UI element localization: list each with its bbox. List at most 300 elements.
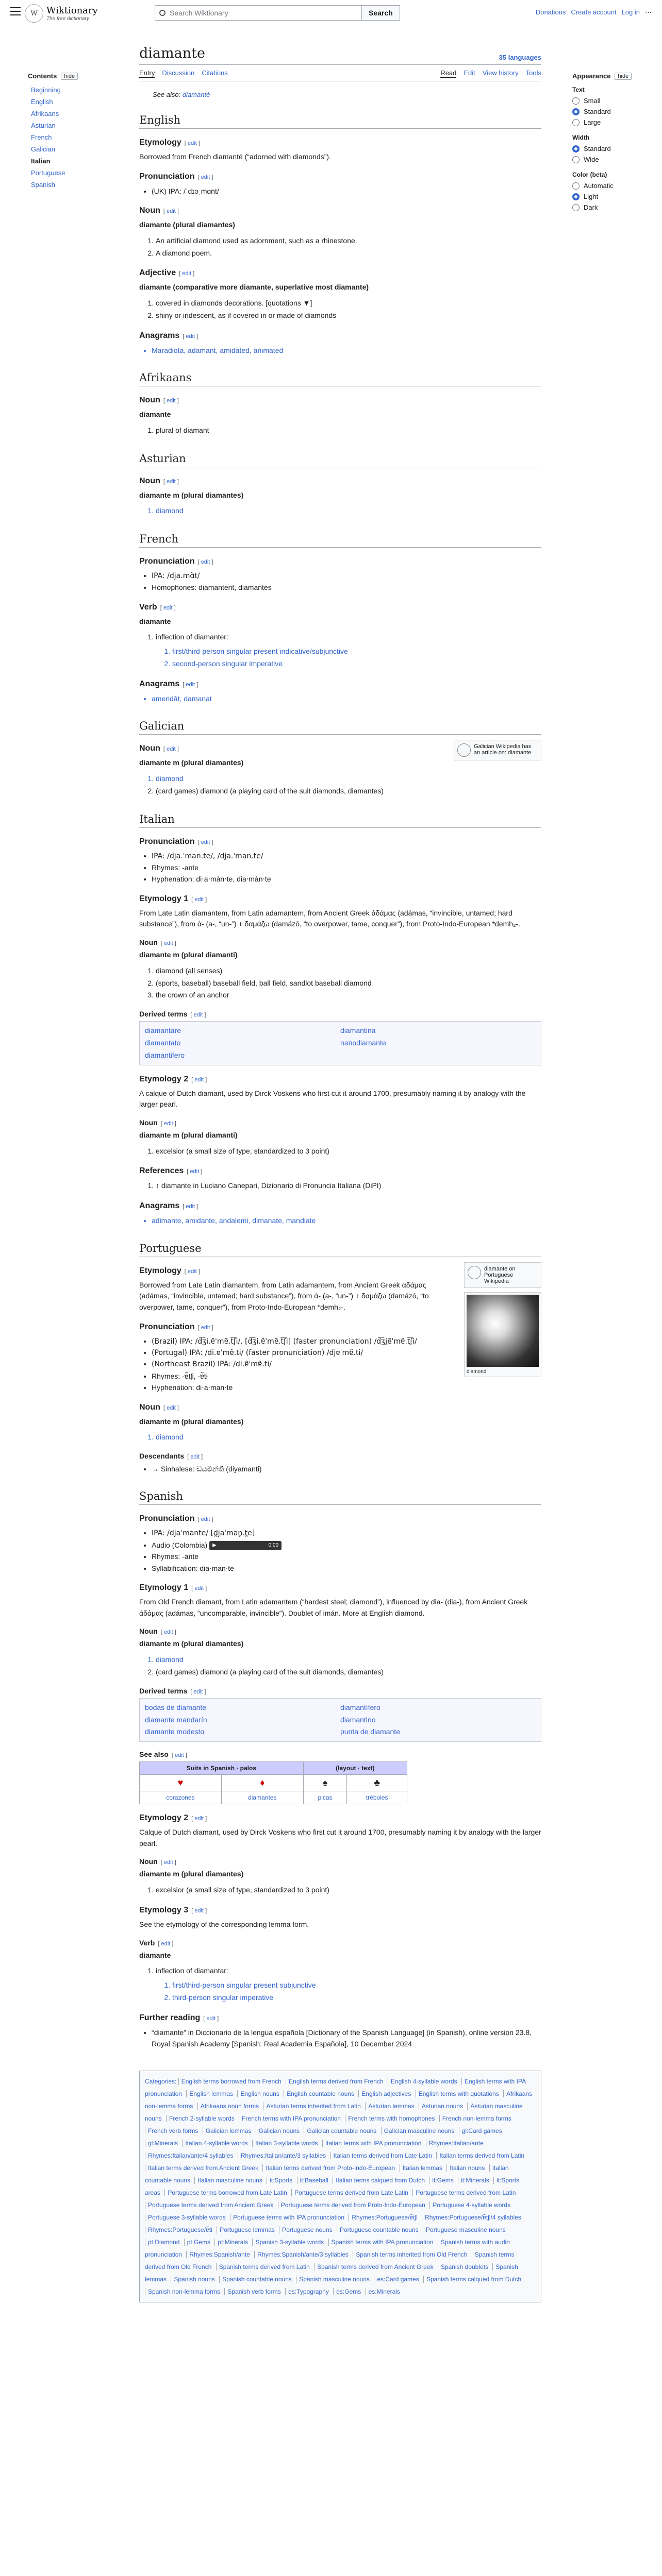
- edit-link[interactable]: edit: [201, 1324, 210, 1331]
- etymology-text: See the etymology of the corresponding lemma form.: [139, 1920, 309, 1928]
- category-link[interactable]: Afrikaans non-lemma forms: [145, 2090, 533, 2110]
- pronunciation-item: • Rhymes: -ɐ̃tʃi, -ɐ̃tɨ: [152, 1370, 541, 1382]
- category-link[interactable]: French terms with homophones: [345, 2115, 437, 2122]
- text-size-label: Text: [572, 86, 585, 93]
- pronunciation-audio-item: [152, 1539, 541, 1551]
- category-list: [145, 2078, 532, 2295]
- toc-item-portuguese[interactable]: Portuguese: [31, 169, 65, 177]
- derived-term[interactable]: diamantífero: [340, 1703, 380, 1711]
- category-link[interactable]: Rhymes:Italian/ante: [426, 2140, 486, 2147]
- category-link[interactable]: Rhymes:Spanish/ante/3 syllables: [254, 2251, 351, 2258]
- color-light-radio[interactable]: [572, 191, 655, 202]
- site-name: Wiktionary: [46, 5, 98, 16]
- etymology-text: From Late Latin diamantem, from Latin adamantem, from Ancient Greek ἀδάμας (adámas, “invincible, untamed; hard substance”), from ἀ- (a-, “un-”) + δαμάζω (damázō, “to overpower, tame, conquer”), from Proto-Indo-European *demh₂-.: [139, 908, 521, 928]
- search-form: [155, 5, 400, 21]
- audio-label: Audio (Colombia): [152, 1540, 208, 1549]
- category-link[interactable]: Rhymes:Italian/ante/4 syllables: [145, 2152, 236, 2159]
- headword-line: diamante m (plural diamanti): [139, 951, 238, 959]
- category-link[interactable]: Rhymes:Italian/ante/3 syllables: [238, 2152, 328, 2159]
- categories-box: [139, 2071, 541, 2302]
- heading-etymology: Etymology: [139, 138, 181, 147]
- headword-line: diamante m (plural diamantes): [139, 1870, 244, 1878]
- category-link[interactable]: Italian terms with IPA pronunciation: [322, 2140, 424, 2147]
- diamond-image-box[interactable]: [464, 1292, 541, 1377]
- text-large-radio[interactable]: [572, 117, 655, 128]
- category-link[interactable]: French non-lemma forms: [439, 2115, 514, 2122]
- derived-term[interactable]: diamantato: [145, 1038, 181, 1047]
- anagram-list[interactable]: • amendât, damanat: [152, 693, 541, 704]
- definition[interactable]: 1. diamond: [156, 1654, 541, 1666]
- edit-link[interactable]: edit: [167, 746, 176, 753]
- category-link[interactable]: it:Sports: [267, 2177, 295, 2184]
- audio-player[interactable]: [209, 1541, 282, 1550]
- see-also-link[interactable]: diamanté: [182, 91, 210, 98]
- category-link[interactable]: Spanish masculine nouns: [296, 2276, 372, 2283]
- wikipedia-icon: [468, 1266, 481, 1279]
- etymology-text: A calque of Dutch diamant, used by Dirck Voskens who first cut it around 1700, presumably naming it by analogy with the larger pearl.: [139, 1089, 526, 1109]
- definition: 2. (card games) diamond (a playing card of the suit diamonds, diamantes): [156, 1666, 541, 1679]
- edit-link[interactable]: edit: [186, 333, 195, 340]
- category-link[interactable]: it:Sports areas: [145, 2176, 520, 2196]
- main-content: diamante 35 languages Entry Discussion Citations Read Edit View history Tools See also: diamanté English Etymology [ edit ] Borrowed from French diamanté (“adorned with diamonds”). Pronunciation [ edit ] • (UK) IPA: /ˈdɪəˌmɑnt/ Noun [ edit ] diamante (plural diamantes) 1. An artificial diamond used as adornment, such as a rhinestone. 2. A diamond poem. Adjective [ edit ] diamante (comparative more diamante, superlative most diamante) 1. covered in diamonds decorations. [quotations ▼] 2. shiny or iridescent, as if covered in or made of diamonds Anagrams [ edit ] • Maradiota, adamant, amidated, animated Afrikaans Noun [ edit ] diamante 1. plural of diamant Asturian Noun [ edit ] diamante m (plural diamantes) 1. diamond French Pronunciation [ edit ] • IPA: /dja.mɑ̃t/ • Homophones: diamantent, diamantes Verb [ edit ] diamante 1. inflection of diamanter: 1. first/third-person singular present indicative/subjunctive 2. second-person singular imperative Anagrams [ edit ] • amendât, damanat Galician Galician Wikipedia has an article on: diamante Noun [ edit ] diamante m (plural diamantes) 1. diamond 2. (card games) diamond (a playing card of the suit diamonds, diamantes) Italian Pronunciation [ edit ] • IPA: /dja.ˈman.te/, /dja.ˈman.te/ • Rhymes: -ante • Hyphenation: di‧a‧màn‧te, dia‧màn‧te Etymology 1 [ edit ] From Late Latin diamantem, from Latin adamantem, from Ancient Greek ἀδάμας (adámas, “invincible, untamed; hard substance”), from ἀ- (a-, “un-”) + δαμάζω (damázō, “to overpower, tame, conquer”), from Proto-Indo-European *demh₂-. Noun [ edit ] diamante m (plural diamanti) 1. diamond (all senses) 2. (sports, baseball) baseball field, ball field, sandlot baseball diamond 3. the crown of an anchor Derived terms [ edit ] diamantare diamantina diamantato nanodiamante diamantifero Etymology 2 [ edit ] A calque of Dutch diamant, used by Dirck Voskens who first cut it around 1700, presumably naming it by analogy with the larger pearl. Noun [ edit ] diamante m (plural diamanti) 1. excelsior (a small size of type, standardized to 3 point) References [ edit ] 1. ↑ diamante in Luciano Canepari, Dizionario di Pronuncia Italiana (DiPI) Anagrams [ edit ] • adimante, amidante, andalemi, dimanate, mandiate Portuguese diamante on Portuguese Wikipedia diamond Etymology [ edit ] Borrowed from Late Latin diamantem, from Latin adamantem, from Ancient Greek ἀδάμας (adámas, “invincible, untamed; hard substance”), from ἀ- (a-, “un-”) + δαμάζω (damázō, “to overpower, tame, conquer”), from Proto-Indo-European *demh₂-. Pronunciation [ edit ] • (Brazil) IPA: /d͡ʒi.ɐ̃ˈmɐ̃.t͡ʃi/, [d͡ʒi.ɐ̃ˈmɐ̃.t͡ʃi] (faster pronunciation) /d͡ʒjɐ̃ˈmɐ̃.t͡ʃi/ • (Portugal) IPA: /di.ɐˈmɐ̃.tɨ/ (faster pronunciation) /djɐˈmɐ̃.tɨ/ • (Northeast Brazil) IPA: /di.ɐ̃ˈmɐ̃.ti/ • Rhymes: -ɐ̃tʃi, -ɐ̃tɨ • Hyphenation: di‧a‧man‧te Noun [ edit ] diamante m (plural diamantes) 1. diamond Descendants [ edit ] • → Sinhalese: ඩයමන්ති (diyamanti) Spanish Pronunciation [ edit ] • IPA: /djaˈmante/ [d̪jaˈman̪.t̪e] • Audio (Colombia) ▶ 0:00 • Rhymes: -ante • Syllabification: dia‧man‧te Etymology 1 [ edit ] From Old French diamant, from Latin adamantem (“hardest steel; diamond”), influenced by dia- (dia-), from Ancient Greek ἀδάμας (adámas, “uncomparable, invincible”). Doublet of imán. More at English diamond. Noun [ edit ] diamante m (plural diamantes) 1. diamond 2. (card games) diamond (a playing card of the suit diamonds, diamantes) Derived terms [ edit ] bodas de diamante diamantífero diamante mandarín diamantino diamante modesto punta de diamante See also [ edit ] Suits in Spanish · palos (layout · text) ♥ ♦ ♠ ♣ corazones diamantes picas tréboles Etymology 2 [ edit ] Calque of Dutch diamant, used by Dirck Voskens who first cut it around 1700, presumably naming it by analogy with the larger pearl. Noun [ edit ] diamante m (plural diamantes) 1. excelsior (a small size of type, standardized to 3 point) Etymology 3 [ edit ] See the etymology of the corresponding lemma form. Verb [ edit ] diamante 1. inflection of diamantar: 1. first/third-person singular present subjunctive 2. third-person singular imperative Further reading [ edit ] • “diamante” in Diccionario de la lengua española [Dictionary of the Spanish Language] (in Spanish), online version 23.8, Royal Spanish Academy [Spanish: Real Academia Española], 10 December 2024 Categories: English terms borrowed from French English terms derived from French English 4-syllable words English terms with IPA pronunciation English lemmas English nouns English countable nouns English adjectives English terms with quotations Afrikaans non-lemma forms Afrikaans noun forms Asturian terms inherited from Latin Asturian lemmas Asturian nouns Asturian masculine nouns French 2-syllable words French terms with IPA pronunciation French terms with homophones French non-lemma forms French verb forms Galician lemmas Galician nouns Galician countable nouns Galician masculine nouns gl:Card games gl:Minerals Italian 4-syllable words Italian 3-syllable words Italian terms with IPA pronunciation Rhymes:Italian/ante Rhymes:Italian/ante/4 syllables Rhymes:Italian/ante/3 syllables Italian terms derived from Late Latin Italian terms derived from Latin Italian terms derived from Ancient Greek Italian terms derived from Proto-Indo-European Italian lemmas Italian nouns Italian countable nouns Italian masculine nouns it:Sports it:Baseball Italian terms calqued from Dutch it:Gems it:Minerals it:Sports areas Portuguese terms borrowed from Late Latin Portuguese terms derived from Late Latin Portuguese terms derived from Latin Portuguese terms derived from Ancient Greek Portuguese terms derived from Proto-Indo-European Portuguese 4-syllable words Portuguese 3-syllable words Portuguese terms with IPA pronunciation Rhymes:Portuguese/ɐ̃tʃi Rhymes:Portuguese/ɐ̃tʃi/4 syllables Rhymes:Portuguese/ɐ̃tɨ Portuguese lemmas Portuguese nouns Portuguese countable nouns Portuguese masculine nouns pt:Diamond pt:Gems pt:Minerals Spanish 3-syllable words Spanish terms with IPA pronunciation Spanish terms with audio pronunciation Rhymes:Spanish/ante Rhymes:Spanish/ante/3 syllables Spanish terms inherited from Old French Spanish terms derived from Old French Spanish terms derived from Latin Spanish terms derived from Ancient Greek Spanish doublets Spanish lemmas Spanish nouns Spanish countable nouns Spanish masculine nouns es:Card games Spanish terms calqued from Dutch Spanish non-lemma forms Spanish verb forms es:Typography es:Gems es:Minerals: [139, 45, 541, 2302]
- toc-item-afrikaans[interactable]: Afrikaans: [31, 110, 59, 117]
- text-standard-radio[interactable]: [572, 106, 655, 117]
- category-link[interactable]: Spanish lemmas: [145, 2263, 518, 2283]
- category-link[interactable]: it:Gems: [429, 2177, 456, 2184]
- pronunciation-item: • (UK) IPA: /ˈdɪəˌmɑnt/: [152, 185, 541, 197]
- category-link[interactable]: English nouns: [237, 2090, 282, 2097]
- category-link[interactable]: Italian lemmas: [400, 2164, 445, 2172]
- category-link[interactable]: Portuguese terms derived from Latin: [412, 2189, 518, 2196]
- category-link[interactable]: Spanish terms inherited from Old French: [353, 2251, 470, 2258]
- category-link[interactable]: pt:Gems: [184, 2239, 213, 2246]
- category-link[interactable]: Portuguese 4-syllable words: [429, 2201, 513, 2209]
- edit-link[interactable]: edit: [193, 1688, 203, 1695]
- toc-hide-button[interactable]: hide: [61, 73, 78, 80]
- category-link[interactable]: Spanish 3-syllable words: [252, 2239, 326, 2246]
- pronunciation-item: • Homophones: diamantent, diamantes: [152, 582, 541, 593]
- wikipedia-box[interactable]: [464, 1262, 541, 1288]
- category-link[interactable]: it:Baseball: [297, 2177, 331, 2184]
- heading-etymology-3: Etymology 3: [139, 1905, 189, 1914]
- toc-item-asturian[interactable]: Asturian: [31, 122, 56, 129]
- suit-name[interactable]: diamantes: [221, 1791, 303, 1804]
- reference: 1. ↑ diamante in Luciano Canepari, Dizionario di Pronuncia Italiana (DiPI): [156, 1180, 541, 1192]
- definition[interactable]: 1. diamond: [156, 505, 541, 517]
- edit-link[interactable]: edit: [201, 174, 210, 180]
- category-link[interactable]: pt:Diamond: [145, 2239, 182, 2246]
- category-link[interactable]: Italian nouns: [446, 2164, 487, 2172]
- category-link[interactable]: Portuguese masculine nouns: [423, 2226, 508, 2233]
- category-link[interactable]: Italian 3-syllable words: [252, 2140, 320, 2147]
- appearance-panel: [572, 72, 655, 213]
- heading-descendants: Descendants: [139, 1452, 185, 1461]
- edit-link[interactable]: edit: [206, 2015, 216, 2022]
- site-logo[interactable]: [25, 4, 98, 23]
- category-link[interactable]: Spanish non-lemma forms: [145, 2288, 223, 2295]
- edit-link[interactable]: edit: [163, 1120, 173, 1127]
- heading-adjective: Adjective: [139, 268, 176, 278]
- category-link[interactable]: English terms derived from French: [286, 2078, 386, 2085]
- edit-link[interactable]: edit: [167, 398, 176, 404]
- toc-item-beginning[interactable]: Beginning: [31, 86, 61, 94]
- heading-etymology: Etymology: [139, 1266, 181, 1275]
- category-link[interactable]: Spanish doublets: [438, 2263, 491, 2270]
- heading-noun: Noun: [139, 1627, 158, 1636]
- languages-button[interactable]: 35 languages: [499, 54, 541, 61]
- derived-terms-list: [139, 1698, 541, 1742]
- heading-anagrams: Anagrams: [139, 679, 180, 688]
- see-also-label: See also:: [153, 91, 181, 98]
- edit-link[interactable]: edit: [167, 1404, 176, 1411]
- headword-line: diamante: [139, 1951, 171, 1959]
- category-link[interactable]: English lemmas: [186, 2090, 236, 2097]
- category-link[interactable]: Rhymes:Portuguese/ɐ̃tʃi/4 syllables: [422, 2214, 524, 2221]
- category-link[interactable]: Italian countable nouns: [145, 2164, 509, 2184]
- width-standard-radio[interactable]: [572, 143, 655, 154]
- suit-spades-icon: ♠: [303, 1775, 347, 1791]
- category-link[interactable]: Italian terms derived from Ancient Greek: [145, 2164, 261, 2172]
- category-link[interactable]: Asturian terms inherited from Latin: [263, 2103, 363, 2110]
- category-link[interactable]: English 4-syllable words: [388, 2078, 460, 2085]
- category-link[interactable]: Spanish terms with IPA pronunciation: [328, 2239, 436, 2246]
- category-link[interactable]: es:Typography: [285, 2288, 332, 2295]
- category-link[interactable]: es:Gems: [333, 2288, 363, 2295]
- heading-derived-terms: Derived terms: [139, 1010, 188, 1019]
- color-dark-radio[interactable]: [572, 202, 655, 213]
- suit-name[interactable]: picas: [303, 1791, 347, 1804]
- sub-definition[interactable]: 2. third-person singular imperative: [172, 1992, 541, 2004]
- edit-link[interactable]: edit: [187, 1268, 197, 1275]
- category-link[interactable]: English terms borrowed from French: [178, 2078, 284, 2085]
- edit-link[interactable]: edit: [182, 270, 192, 277]
- user-links: [536, 8, 652, 16]
- category-link[interactable]: Rhymes:Portuguese/ɐ̃tɨ: [145, 2226, 215, 2233]
- section-afrikaans: Afrikaans: [139, 371, 541, 386]
- section-english: English: [139, 114, 541, 129]
- derived-term[interactable]: diamantino: [340, 1715, 376, 1724]
- site-header: [0, 0, 662, 36]
- category-link[interactable]: Spanish nouns: [171, 2276, 217, 2283]
- search-icon: [159, 10, 166, 16]
- category-link[interactable]: es:Minerals: [366, 2288, 403, 2295]
- image-caption: diamond: [467, 1368, 487, 1375]
- heading-pronunciation: Pronunciation: [139, 837, 195, 846]
- heading-derived-terms: Derived terms: [139, 1686, 188, 1695]
- toc-item-italian[interactable]: Italian: [31, 157, 51, 165]
- heading-noun: Noun: [139, 1857, 158, 1866]
- category-link[interactable]: Portuguese terms derived from Late Latin: [291, 2189, 411, 2196]
- section-spanish: Spanish: [139, 1490, 541, 1505]
- anagram-list[interactable]: • adimante, amidante, andalemi, dimanate, mandiate: [152, 1215, 541, 1226]
- etymology-text: Borrowed from French diamanté (“adorned with diamonds”).: [139, 152, 331, 161]
- category-link[interactable]: Portuguese terms with IPA pronunciation: [230, 2214, 347, 2221]
- edit-link[interactable]: edit: [163, 1859, 173, 1866]
- category-link[interactable]: English countable nouns: [284, 2090, 357, 2097]
- suit-name[interactable]: tréboles: [347, 1791, 407, 1804]
- donations-link[interactable]: Donations: [535, 8, 566, 16]
- heading-further-reading: Further reading: [139, 2013, 201, 2022]
- definition: 1. excelsior (a small size of type, standardized to 3 point): [156, 1145, 541, 1158]
- category-link[interactable]: Italian masculine nouns: [194, 2177, 264, 2184]
- main-menu-icon[interactable]: [10, 7, 21, 15]
- category-link[interactable]: Italian terms derived from Late Latin: [330, 2152, 435, 2159]
- edit-link[interactable]: edit: [163, 940, 173, 947]
- category-link[interactable]: pt:Minerals: [214, 2239, 251, 2246]
- category-link[interactable]: English terms with IPA pronunciation: [145, 2077, 526, 2097]
- radio-label: Wide: [584, 156, 599, 163]
- tab-tools[interactable]: Tools: [525, 69, 541, 77]
- edit-link[interactable]: edit: [187, 140, 197, 146]
- tab-discussion[interactable]: Discussion: [162, 69, 195, 77]
- edit-link[interactable]: edit: [190, 1454, 200, 1461]
- etymology-text: From Old French diamant, from Latin adamantem (“hardest steel; diamond”), influenced by dia- (dia-), from Ancient Greek ἀδάμας (adámas, “uncomparable, invincible”). Doublet of imán. More at English diamond.: [139, 1598, 528, 1617]
- width-wide-radio[interactable]: [572, 154, 655, 165]
- edit-link[interactable]: edit: [194, 896, 204, 903]
- category-link[interactable]: French verb forms: [145, 2127, 201, 2134]
- edit-link[interactable]: edit: [194, 1585, 204, 1592]
- radio-label: Standard: [584, 145, 611, 152]
- category-link[interactable]: Asturian nouns: [419, 2103, 466, 2110]
- heading-pronunciation: Pronunciation: [139, 1514, 195, 1523]
- heading-pronunciation: Pronunciation: [139, 1322, 195, 1331]
- category-link[interactable]: English adjectives: [358, 2090, 413, 2097]
- etymology-text: Borrowed from Late Latin diamantem, from Latin adamantem, from Ancient Greek ἀδάμας (adámas, “invincible, untamed; hard substance”), from ἀ- (a-, “un-”) + δαμάζω (damázō, “to overpower, tame, conquer”), from Proto-Indo-European *demh₂-.: [139, 1280, 429, 1311]
- section-italian: Italian: [139, 813, 541, 828]
- pronunciation-item: • Rhymes: -ante: [152, 862, 541, 873]
- heading-verb: Verb: [139, 602, 157, 612]
- suits-layout-link[interactable]: (layout · text): [303, 1762, 407, 1775]
- edit-link[interactable]: edit: [186, 1204, 195, 1210]
- anagram-list[interactable]: • Maradiota, adamant, amidated, animated: [152, 345, 541, 356]
- category-link[interactable]: Spanish terms derived from Old French: [145, 2250, 515, 2270]
- category-link[interactable]: Galician lemmas: [203, 2127, 254, 2134]
- headword-line: diamante m (plural diamantes): [139, 758, 244, 767]
- definition: 3. the crown of an anchor: [156, 989, 541, 1002]
- heading-noun: Noun: [139, 396, 160, 405]
- tab-view-history[interactable]: View history: [482, 69, 519, 77]
- category-link[interactable]: Portuguese terms derived from Ancient Greek: [145, 2201, 276, 2209]
- site-tagline: The free dictionary: [46, 16, 89, 22]
- wikipedia-box[interactable]: [454, 740, 541, 760]
- edit-link[interactable]: edit: [174, 1752, 184, 1759]
- headword-line: diamante m (plural diamantes): [139, 490, 244, 499]
- definition: inflection of diamantar:: [156, 1967, 228, 1975]
- tab-entry[interactable]: Entry: [139, 69, 155, 77]
- category-link[interactable]: Galician countable nouns: [304, 2127, 379, 2134]
- section-french: French: [139, 533, 541, 548]
- toc-heading: Contents: [28, 72, 57, 80]
- category-link[interactable]: Portuguese 3-syllable words: [145, 2214, 228, 2221]
- heading-etymology-1: Etymology 1: [139, 1583, 189, 1592]
- category-link[interactable]: Rhymes:Spanish/ante: [186, 2251, 252, 2258]
- headword-line: diamante m (plural diamanti): [139, 1130, 238, 1139]
- sub-definition[interactable]: 1. first/third-person singular present subjunctive: [172, 1979, 541, 1992]
- heading-pronunciation: Pronunciation: [139, 172, 195, 181]
- edit-link[interactable]: edit: [201, 559, 210, 565]
- search-input[interactable]: [155, 5, 362, 21]
- headword-line: diamante m (plural diamantes): [139, 1639, 244, 1648]
- color-automatic-radio[interactable]: [572, 180, 655, 191]
- edit-link[interactable]: edit: [186, 681, 195, 688]
- definition: 1. An artificial diamond used as adornment, such as a rhinestone.: [156, 235, 541, 247]
- more-options-icon[interactable]: ···: [645, 8, 652, 16]
- edit-link[interactable]: edit: [190, 1168, 200, 1175]
- section-galician: Galician: [139, 720, 541, 735]
- category-link[interactable]: it:Minerals: [458, 2177, 492, 2184]
- heading-noun: Noun: [139, 744, 160, 753]
- create-account-link[interactable]: Create account: [571, 8, 617, 16]
- category-link[interactable]: gl:Card games: [459, 2127, 505, 2134]
- derived-term[interactable]: bodas de diamante: [145, 1703, 207, 1711]
- category-link[interactable]: Portuguese terms borrowed from Late Latin: [164, 2189, 289, 2196]
- heading-anagrams: Anagrams: [139, 1201, 180, 1211]
- category-link[interactable]: Galician masculine nouns: [381, 2127, 457, 2134]
- derived-term[interactable]: diamante modesto: [145, 1727, 205, 1736]
- category-link[interactable]: Italian terms derived from Latin: [436, 2152, 527, 2159]
- definition[interactable]: 1. diamond: [156, 1431, 541, 1444]
- wikipedia-box-text: Galician Wikipedia has an article on: diamante: [474, 743, 532, 756]
- heading-noun: Noun: [139, 206, 160, 215]
- derived-term[interactable]: diamante mandarín: [145, 1715, 207, 1724]
- page-title: diamante: [139, 45, 205, 61]
- diamond-image: [467, 1295, 539, 1367]
- category-link[interactable]: Galician nouns: [256, 2127, 302, 2134]
- category-link[interactable]: Italian terms calqued from Dutch: [333, 2177, 427, 2184]
- heading-anagrams: Anagrams: [139, 331, 180, 340]
- heading-etymology-1: Etymology 1: [139, 894, 189, 903]
- derived-term[interactable]: diamantina: [340, 1026, 376, 1035]
- headword-line: diamante: [139, 410, 171, 419]
- definition: 2. A diamond poem.: [156, 247, 541, 260]
- suit-name[interactable]: corazones: [140, 1791, 222, 1804]
- tab-citations[interactable]: Citations: [202, 69, 228, 77]
- definition[interactable]: 1. diamond: [156, 773, 541, 785]
- category-link[interactable]: English terms with quotations: [416, 2090, 502, 2097]
- category-link[interactable]: Asturian lemmas: [365, 2103, 417, 2110]
- toc-item-english[interactable]: English: [31, 98, 53, 106]
- heading-etymology-2: Etymology 2: [139, 1814, 189, 1823]
- play-icon: ▶: [212, 1543, 217, 1549]
- edit-link[interactable]: edit: [194, 1816, 204, 1822]
- category-link[interactable]: Rhymes:Portuguese/ɐ̃tʃi: [349, 2214, 420, 2221]
- category-link[interactable]: Portuguese lemmas: [217, 2226, 277, 2233]
- etymology-text: Calque of Dutch diamant, used by Dirck Voskens who first cut it around 1700, presumably naming it by analogy with the larger pearl.: [139, 1828, 541, 1848]
- edit-link[interactable]: edit: [161, 1940, 171, 1947]
- radio-label: Dark: [584, 204, 598, 211]
- category-link[interactable]: Italian 4-syllable words: [182, 2140, 250, 2147]
- edit-link[interactable]: edit: [201, 839, 210, 845]
- radio-label: Standard: [584, 108, 611, 115]
- toc-item-french[interactable]: French: [31, 133, 52, 141]
- category-link[interactable]: Portuguese nouns: [279, 2226, 335, 2233]
- radio-label: Light: [584, 193, 599, 200]
- category-link[interactable]: Afrikaans noun forms: [197, 2103, 261, 2110]
- heading-noun: Noun: [139, 1402, 160, 1412]
- headword-line: diamante: [139, 617, 171, 625]
- edit-link[interactable]: edit: [163, 604, 173, 611]
- derived-terms-list: [139, 1021, 541, 1065]
- descendant-item: • → Sinhalese: ඩයමන්ති (diyamanti): [152, 1463, 541, 1475]
- heading-noun: Noun: [139, 476, 160, 485]
- table-of-contents: [28, 72, 105, 191]
- edit-link[interactable]: edit: [167, 208, 176, 215]
- definition: 1. diamond (all senses): [156, 965, 541, 977]
- heading-pronunciation: Pronunciation: [139, 557, 195, 566]
- category-link[interactable]: Spanish terms derived from Latin: [216, 2263, 312, 2270]
- category-link[interactable]: Portuguese countable nouns: [337, 2226, 421, 2233]
- radio-label: Small: [584, 97, 601, 105]
- definition: 2. shiny or iridescent, as if covered in or made of diamonds: [156, 310, 541, 322]
- category-link[interactable]: Spanish terms with audio pronunciation: [145, 2238, 510, 2258]
- derived-term[interactable]: nanodiamante: [340, 1038, 386, 1047]
- suit-diamonds-icon: ♦: [221, 1775, 303, 1791]
- derived-term[interactable]: diamantifero: [145, 1050, 185, 1059]
- definition: 2. (card games) diamond (a playing card of the suit diamonds, diamantes): [156, 785, 541, 798]
- headword-line: diamante (plural diamantes): [139, 221, 235, 229]
- category-link[interactable]: gl:Minerals: [145, 2140, 180, 2147]
- search-button[interactable]: Search: [362, 5, 400, 21]
- category-link[interactable]: Spanish terms calqued from Dutch: [423, 2276, 524, 2283]
- edit-link[interactable]: edit: [193, 1012, 203, 1019]
- suit-hearts-icon: ♥: [140, 1775, 222, 1791]
- category-link[interactable]: Asturian masculine nouns: [145, 2102, 523, 2122]
- width-label: Width: [572, 134, 590, 141]
- appearance-hide-button[interactable]: hide: [615, 73, 632, 80]
- color-label: Color (beta): [572, 171, 607, 178]
- derived-term[interactable]: diamantare: [145, 1026, 181, 1035]
- appearance-heading: Appearance: [572, 72, 611, 80]
- toc-item-spanish[interactable]: Spanish: [31, 181, 55, 189]
- edit-link[interactable]: edit: [167, 478, 176, 485]
- category-link[interactable]: es:Card games: [374, 2276, 421, 2283]
- section-portuguese: Portuguese: [139, 1242, 541, 1257]
- text-small-radio[interactable]: [572, 95, 655, 106]
- heading-noun: Noun: [139, 938, 158, 947]
- category-link[interactable]: Italian terms derived from Proto-Indo-European: [262, 2164, 398, 2172]
- pronunciation-item: • IPA: /dja.ˈman.te/, /dja.ˈman.te/: [152, 851, 541, 862]
- login-link[interactable]: Log in: [621, 8, 640, 16]
- category-link[interactable]: French 2-syllable words: [166, 2115, 237, 2122]
- tab-edit[interactable]: Edit: [464, 69, 475, 77]
- wikipedia-box-text: diamante on Portuguese Wikipedia: [484, 1265, 516, 1284]
- radio-label: Large: [584, 118, 601, 126]
- edit-link[interactable]: edit: [201, 1516, 210, 1523]
- category-link[interactable]: Spanish terms derived from Ancient Greek: [314, 2263, 436, 2270]
- category-link[interactable]: French terms with IPA pronunciation: [239, 2115, 343, 2122]
- categories-label[interactable]: Categories:: [145, 2077, 177, 2085]
- sub-definition[interactable]: 1. first/third-person singular present indicative/subjunctive: [172, 646, 541, 658]
- category-link[interactable]: Portuguese terms derived from Proto-Indo-European: [278, 2201, 428, 2209]
- sub-definition[interactable]: 2. second-person singular imperative: [172, 658, 541, 670]
- wiktionary-logo-icon: W: [25, 4, 43, 23]
- suits-title: Suits in Spanish · palos: [140, 1762, 304, 1775]
- search-placeholder: Search Wiktionary: [170, 9, 228, 17]
- radio-label: Automatic: [584, 182, 614, 190]
- category-link[interactable]: Spanish verb forms: [224, 2288, 283, 2295]
- category-link[interactable]: Spanish countable nouns: [219, 2276, 294, 2283]
- heading-verb: Verb: [139, 1938, 155, 1947]
- definition: 1. excelsior (a small size of type, standardized to 3 point): [156, 1884, 541, 1896]
- section-asturian: Asturian: [139, 452, 541, 467]
- toc-item-galician[interactable]: Galician: [31, 145, 55, 153]
- edit-link[interactable]: edit: [194, 1076, 204, 1083]
- headword-line: diamante m (plural diamantes): [139, 1417, 244, 1426]
- edit-link[interactable]: edit: [163, 1629, 173, 1636]
- edit-link[interactable]: edit: [194, 1907, 204, 1914]
- derived-term[interactable]: punta de diamante: [340, 1727, 400, 1736]
- tab-read[interactable]: Read: [440, 69, 457, 77]
